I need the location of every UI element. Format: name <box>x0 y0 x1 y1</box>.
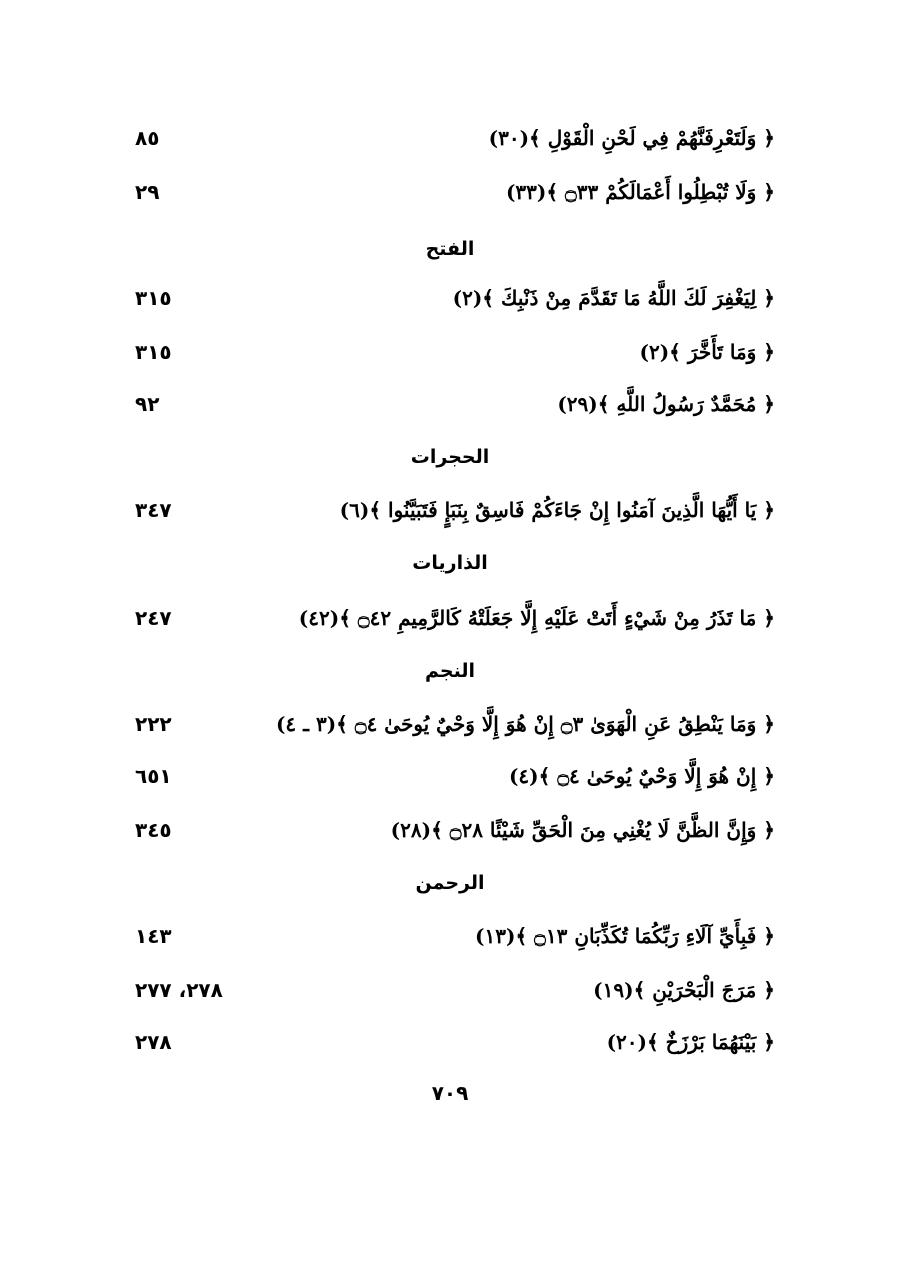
verse-text: ﴿ يَا أَيُّهَا الَّذِينَ آمَنُوا إِنْ جَاءَكُمْ فَاسِقٌ بِنَبَإٍ فَتَبَيَّنُوا ﴾(٦) <box>339 498 775 522</box>
page-reference: ٢٧٨، ٢٧٧ <box>135 978 223 1002</box>
index-entry <box>0 490 900 530</box>
verse-text: ﴿ إِنْ هُوَ إِلَّا وَحْيٌ يُوحَىٰ ۝٤ ﴾(٤) <box>508 764 775 788</box>
page-reference: ٢٤٧ <box>135 606 172 630</box>
page-reference: ٢٢٢ <box>135 712 172 736</box>
index-entry <box>0 172 900 212</box>
verse-text: ﴿ لِيَغْفِرَ لَكَ اللَّهُ مَا تَقَدَّمَ مِنْ ذَنْبِكَ ﴾(٢) <box>452 286 775 310</box>
verse-text: ﴿ مَرَجَ الْبَحْرَيْنِ ﴾(١٩) <box>593 978 775 1002</box>
page-reference: ٨٥ <box>135 126 160 150</box>
verse-text: ﴿ وَمَا تَأَخَّرَ ﴾(٢) <box>639 340 775 364</box>
index-entry <box>0 278 900 318</box>
verse-text: ﴿ وَإِنَّ الظَّنَّ لَا يُغْنِي مِنَ الْحَقِّ شَيْئًا ۝٢٨ ﴾(٢٨) <box>390 818 775 842</box>
verse-text: ﴿ فَبِأَيِّ آلَاءِ رَبِّكُمَا تُكَذِّبَانِ ۝١٣ ﴾(١٣) <box>475 924 775 948</box>
index-entry <box>0 810 900 850</box>
index-entry <box>0 332 900 372</box>
verse-text: ﴿ وَلَا تُبْطِلُوا أَعْمَالَكُمْ ۝٣٣ ﴾(٣٣) <box>505 180 775 204</box>
page-reference: ٣٤٥ <box>135 818 172 842</box>
surah-heading-alfath: الفتح <box>425 238 475 260</box>
verse-text: ﴿ مُحَمَّدٌ رَسُولُ اللَّهِ ﴾(٢٩) <box>557 392 775 416</box>
index-entry <box>0 916 900 956</box>
page-reference: ٦٥١ <box>135 764 172 788</box>
page-number: ٧٠٩ <box>431 1081 469 1105</box>
page-reference: ٢٧٨ <box>135 1030 172 1054</box>
verse-text: ﴿ بَيْنَهُمَا بَرْزَخٌ ﴾(٢٠) <box>606 1030 775 1054</box>
verse-text: ﴿ وَمَا يَنْطِقُ عَنِ الْهَوَىٰ ۝٣ إِنْ هُوَ إِلَّا وَحْيٌ يُوحَىٰ ۝٤ ﴾(٣ ـ ٤) <box>275 712 775 736</box>
index-entry <box>0 970 900 1010</box>
index-entry <box>0 384 900 424</box>
index-entry <box>0 756 900 796</box>
page-reference: ٣١٥ <box>135 340 172 364</box>
page-reference: ٣٤٧ <box>135 498 172 522</box>
page-reference: ٢٩ <box>135 180 160 204</box>
index-entry <box>0 598 900 638</box>
page-reference: ١٤٣ <box>135 924 172 948</box>
surah-heading-annajm: النجم <box>425 660 475 682</box>
verse-text: ﴿ مَا تَذَرُ مِنْ شَيْءٍ أَتَتْ عَلَيْهِ إِلَّا جَعَلَتْهُ كَالرَّمِيمِ ۝٤٢ ﴾(٤٢) <box>298 606 775 630</box>
surah-heading-alhujurat: الحجرات <box>410 446 490 468</box>
index-entry <box>0 118 900 158</box>
verse-text: ﴿ وَلَتَعْرِفَنَّهُمْ فِي لَحْنِ الْقَوْلِ ﴾(٣٠) <box>488 126 775 150</box>
index-entry <box>0 1022 900 1062</box>
surah-heading-arrahman: الرحمن <box>415 872 485 894</box>
surah-heading-adhdhariyat: الذاريات <box>412 552 488 574</box>
page-reference: ٣١٥ <box>135 286 172 310</box>
page-reference: ٩٢ <box>135 392 160 416</box>
index-entry <box>0 704 900 744</box>
